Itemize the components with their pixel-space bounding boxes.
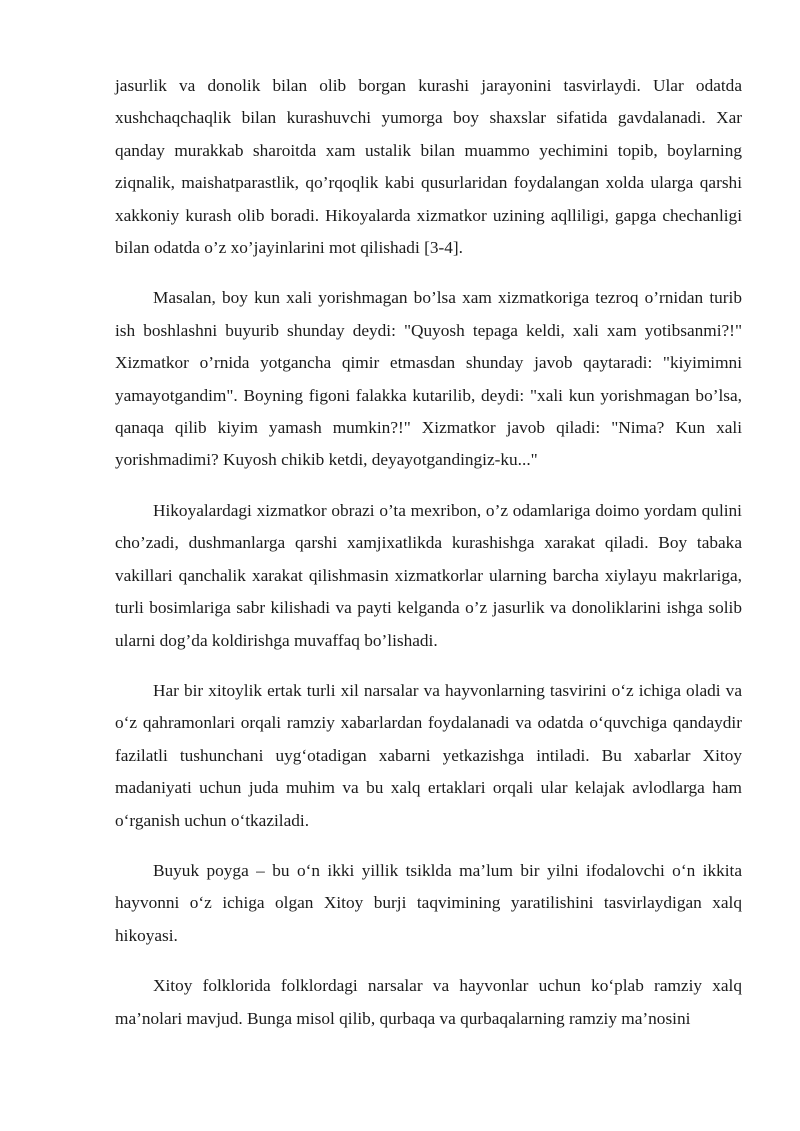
paragraph-continuation: jasurlik va donolik bilan olib borgan kurashi jarayonini tasvirlaydi. Ular odatda xushchaqchaqlik bilan kurashuvchi yumorga boy shaxslar sifatida gavdalanadi. Xar qanday murakkab sharoitda xam ustalik bilan muammo yechimini topib, boylarning ziqnalik, maishatparastlik, qo’rqoqlik kabi qusurlaridan foydalangan xolda ularga qarshi xakkoniy kurash olib boradi. Hikoyalarda xizmatkor uzining aqlliligi, gapga chechanligi bilan odatda o’z xo’jayinlarini mot qilishadi [3-4]. <box>115 76 742 258</box>
paragraph-example-dialogue: Masalan, boy kun xali yorishmagan bo’lsa xam xizmatkoriga tezroq o’rnidan turib ish boshlashni buyurib shunday deydi: "Quyosh tepaga keldi, xali xam yotibsanmi?!" Xizmatkor o’rnida yotgancha qimir etmasdan shunday javob qaytaradi: "kiyimimni yamayotgandim". Boyning figoni falakka kutarilib, deydi: "xali kun yorishmagan bo’lsa, qanaqa qilib kiyim yamash mumkin?!" Xizmatkor javob qiladi: "Nima? Kun xali yorishmadimi? Kuyosh chikib ketdi, deyayotgandingiz-ku..." <box>115 288 742 470</box>
paragraph-servant-image: Hikoyalardagi xizmatkor obrazi o’ta mexribon, o’z odamlariga doimo yordam qulini cho’zadi, dushmanlarga qarshi xamjixatlikda kurashishga xarakat qiladi. Boy tabaka vakillari qanchalik xarakat qilishmasin xizmatkorlar ularning barcha xiylayu makrlariga, turli bosimlariga sabr kilishadi va payti kelganda o’z jasurlik va donoliklarini ishga solib ularni dog’da koldirishga muvaffaq bo’lishadi. <box>115 500 742 650</box>
paragraph-folklore-symbols: Xitoy folklorida folklordagi narsalar va hayvonlar uchun ko‘plab ramziy xalq ma’nolari mavjud. Bunga misol qilib, qurbaqa va qurbaqalarning ramziy ma’nosini <box>115 976 742 1028</box>
paragraph-chinese-tales: Har bir xitoylik ertak turli xil narsalar va hayvonlarning tasvirini o‘z ichiga oladi va o‘z qahramonlari orqali ramziy xabarlardan foydalanadi va odatda o‘quvchiga qandaydir fazilatli tushunchani uyg‘otadigan xabarni yetkazishga intiladi. Bu xabarlar Xitoy madaniyati uchun juda muhim va bu xalq ertaklari orqali ular kelajak avlodlarga ham o‘rganish uchun o‘tkaziladi. <box>115 680 742 830</box>
paragraph-great-race: Buyuk poyga – bu o‘n ikki yillik tsiklda ma’lum bir yilni ifodalovchi o‘n ikkita hayvonni o‘z ichiga olgan Xitoy burji taqvimining yaratilishini tasvirlaydigan xalq hikoyasi. <box>115 860 742 945</box>
